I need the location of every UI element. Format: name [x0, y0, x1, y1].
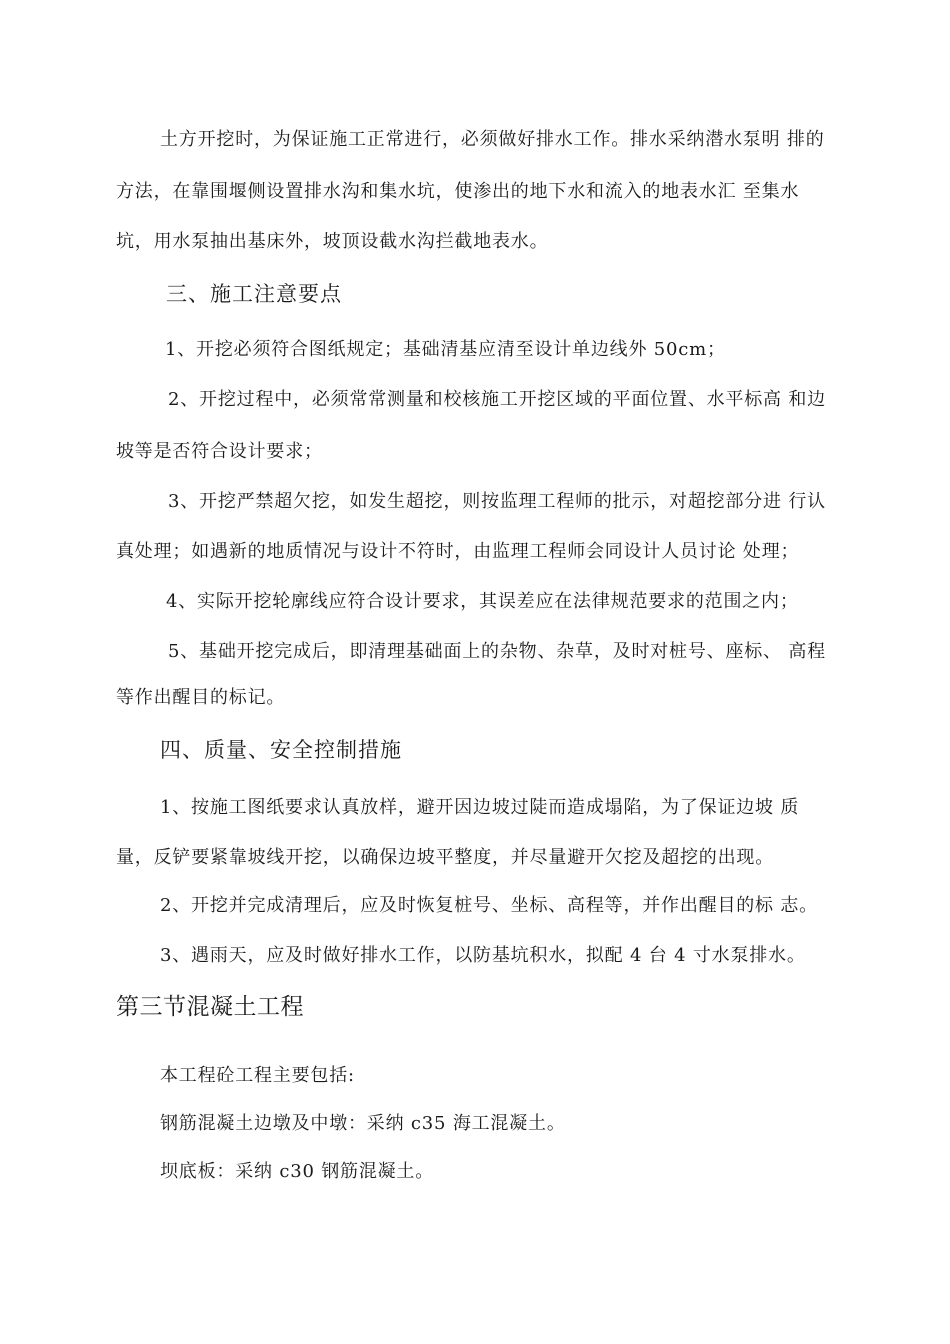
section-3-item-3-line-2: 真处理；如遇新的地质情况与设计不符时，由监理工程师会同设计人员讨论 处理；	[116, 541, 800, 562]
section-3-item-5-line-1: 5、基础开挖完成后，即清理基础面上的杂物、杂草，及时对桩号、座标、 高程	[168, 641, 826, 662]
section-3-item-2-line-2: 坡等是否符合设计要求；	[116, 441, 323, 462]
paragraph-drainage-line-1: 土方开挖时，为保证施工正常进行，必须做好排水工作。排水采纳潜水泵明 排的	[160, 129, 825, 150]
section-4-item-2: 2、开挖并完成清理后，应及时恢复桩号、坐标、高程等，并作出醒目的标 志。	[160, 895, 818, 916]
chapter-3-item-2: 坝底板：采纳 c30 钢筋混凝土。	[160, 1161, 435, 1182]
section-3-item-3-line-1: 3、开挖严禁超欠挖，如发生超挖，则按监理工程师的批示，对超挖部分进 行认	[168, 491, 826, 512]
section-3-item-4: 4、实际开挖轮廓线应符合设计要求，其误差应在法律规范要求的范围之内；	[166, 591, 799, 612]
section-3-item-5-line-2: 等作出醒目的标记。	[116, 687, 286, 708]
paragraph-drainage-line-3: 坑，用水泵抽出基床外，坡顶设截水沟拦截地表水。	[116, 231, 549, 252]
chapter-3-intro: 本工程砼工程主要包括:	[160, 1065, 355, 1086]
section-3-item-2-line-1: 2、开挖过程中，必须常常测量和校核施工开挖区域的平面位置、水平标高 和边	[168, 389, 826, 410]
chapter-3-heading: 第三节混凝土工程	[116, 994, 304, 1020]
paragraph-drainage-line-2: 方法，在靠围堰侧设置排水沟和集水坑，使渗出的地下水和流入的地表水汇 至集水	[116, 181, 800, 202]
section-4-item-3: 3、遇雨天，应及时做好排水工作，以防基坑积水，拟配 4 台 4 寸水泵排水。	[160, 945, 806, 966]
section-3-heading: 三、施工注意要点	[166, 282, 342, 306]
section-4-heading: 四、质量、安全控制措施	[160, 738, 402, 762]
section-4-item-1-line-2: 量，反铲要紧靠坡线开挖，以确保边坡平整度，并尽量避开欠挖及超挖的出现。	[116, 847, 774, 868]
section-3-item-1: 1、开挖必须符合图纸规定；基础清基应清至设计单边线外 50cm；	[165, 339, 726, 360]
chapter-3-item-1: 钢筋混凝土边墩及中墩：采纳 c35 海工混凝土。	[160, 1113, 566, 1134]
section-4-item-1-line-1: 1、按施工图纸要求认真放样，避开因边坡过陡而造成塌陷，为了保证边坡 质	[160, 797, 800, 818]
